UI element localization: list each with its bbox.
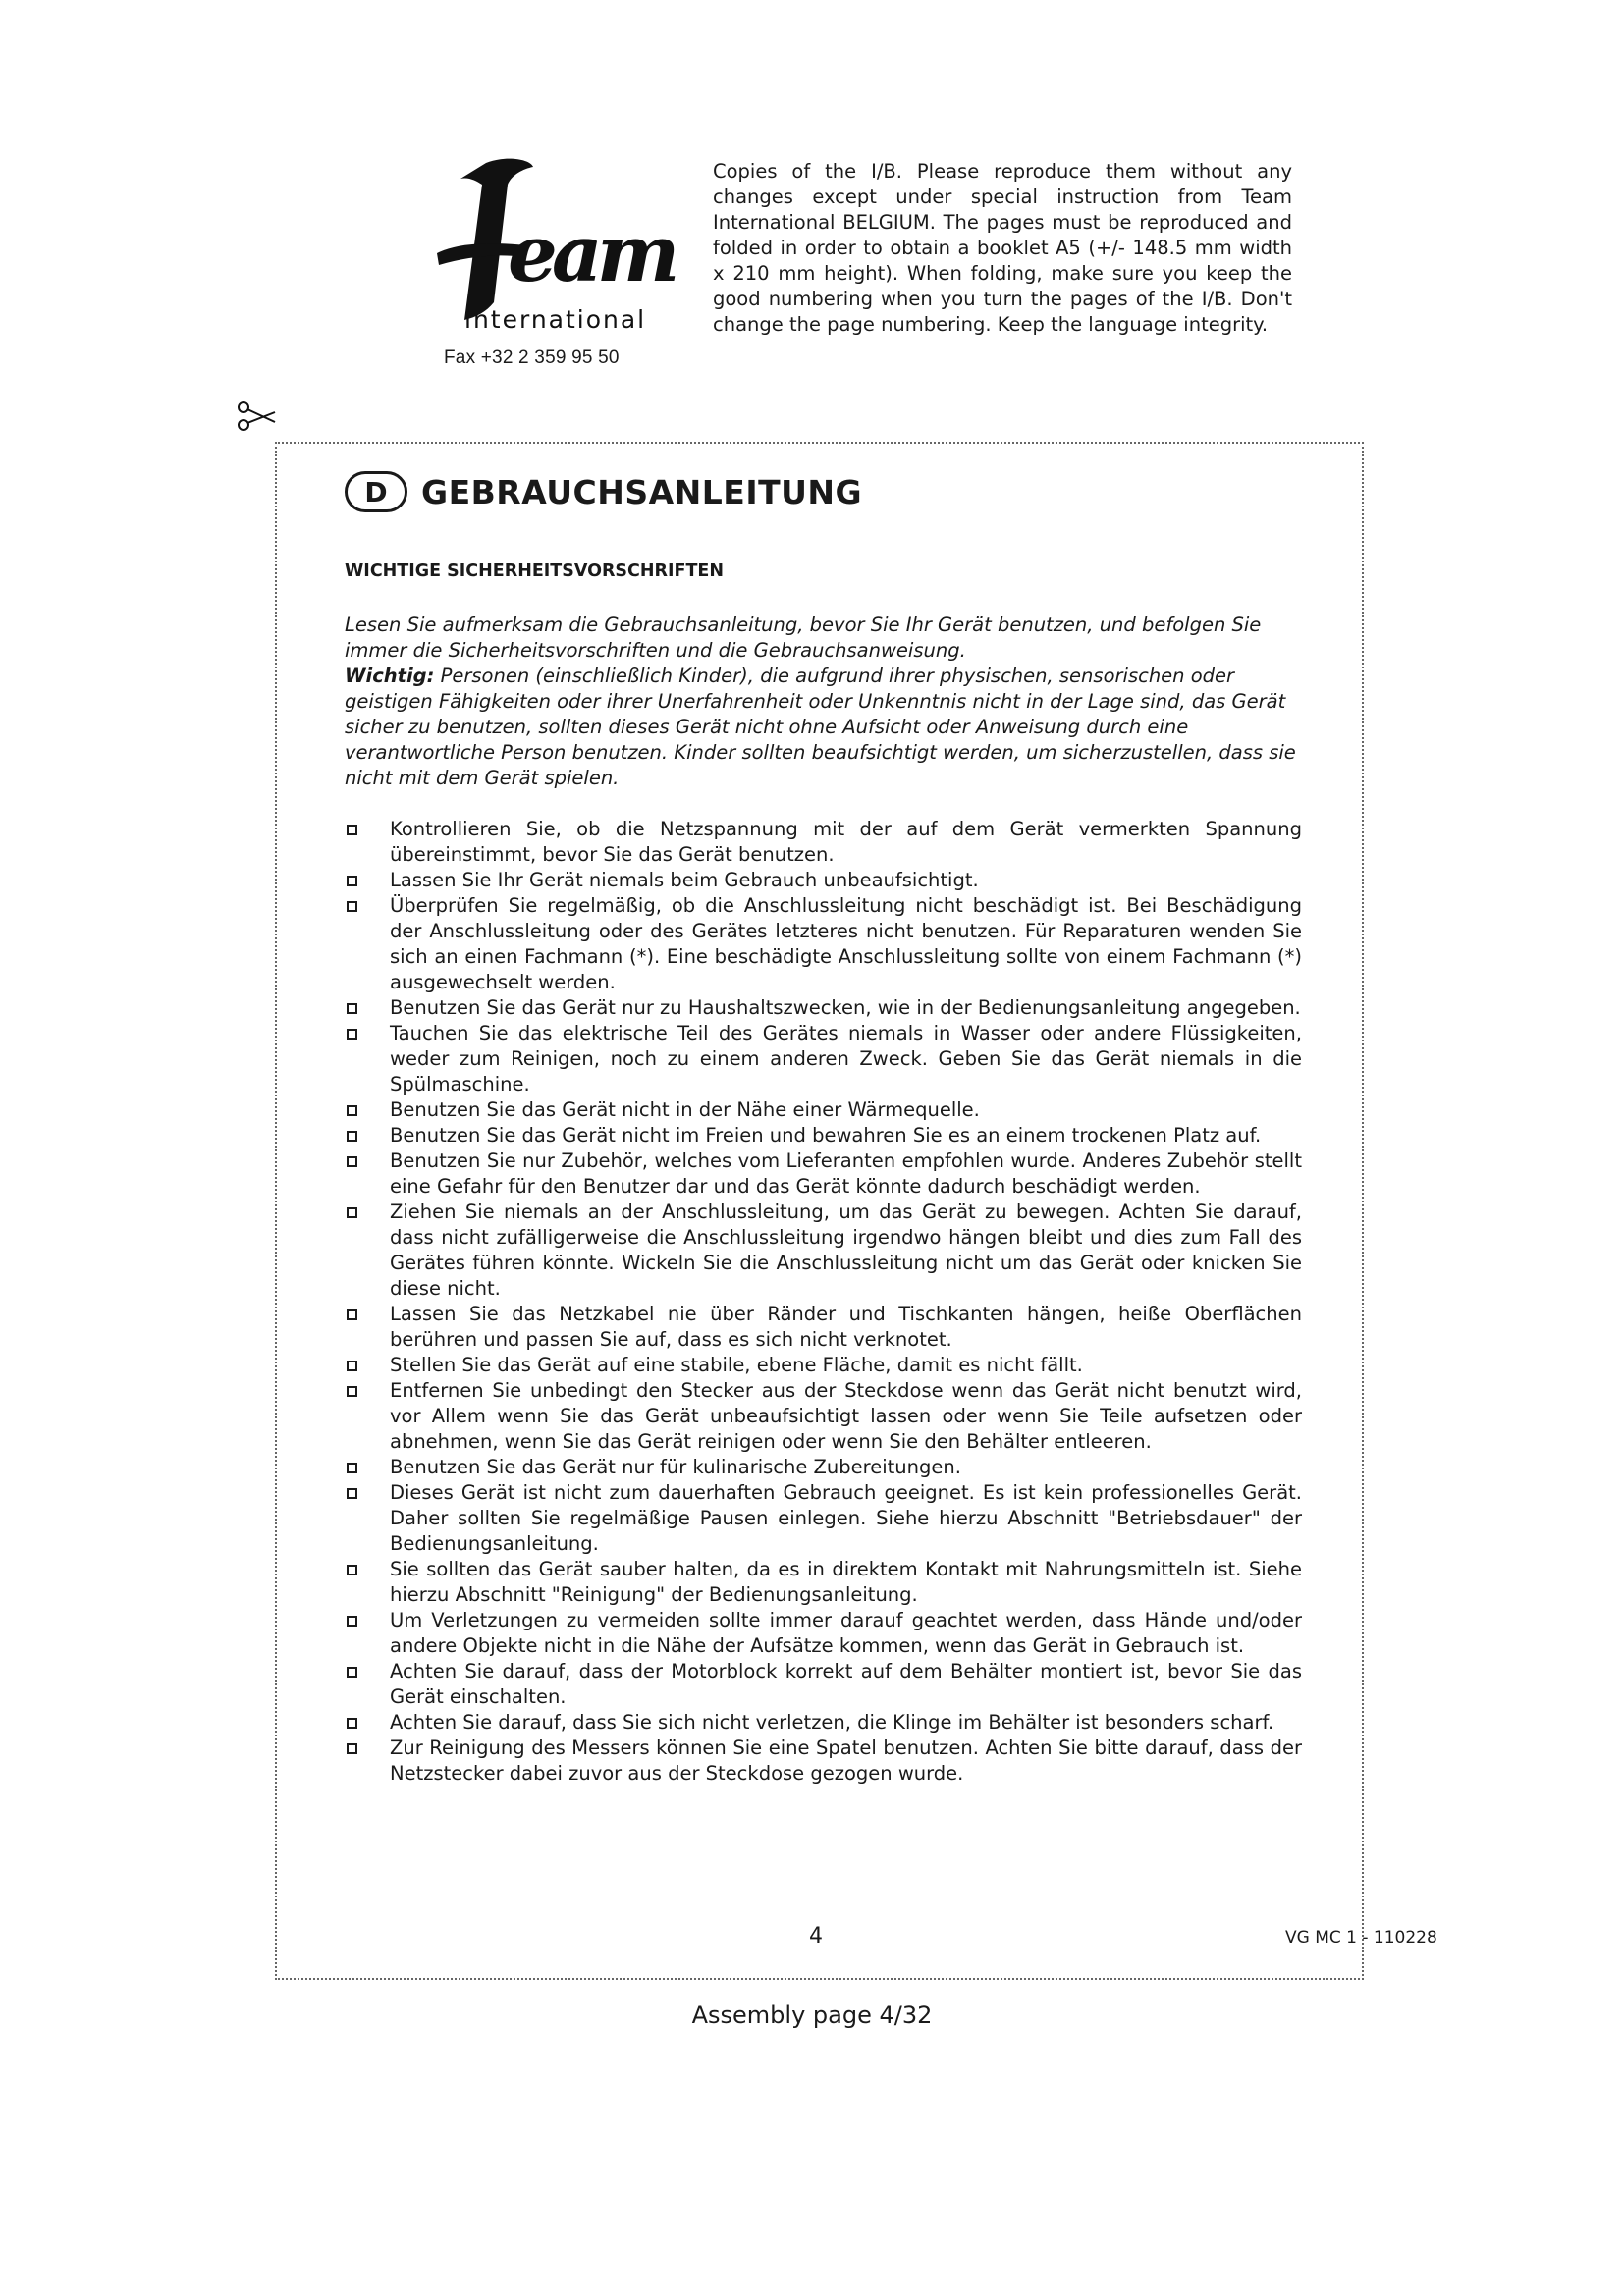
rule-text: Kontrollieren Sie, ob die Netzspannung mit der auf dem Gerät vermerkten Spannung übereinstimmt, bevor Sie das Gerät benutzen. — [390, 818, 1302, 866]
list-item — [345, 1021, 1302, 1097]
list-item — [345, 1455, 1302, 1480]
list-item — [345, 1123, 1302, 1148]
list-item — [345, 1200, 1302, 1302]
checkbox-bullet-icon — [347, 1029, 357, 1040]
list-item — [345, 1097, 1302, 1123]
checkbox-bullet-icon — [347, 1003, 357, 1014]
checkbox-bullet-icon — [347, 1309, 357, 1320]
rule-text: Dieses Gerät ist nicht zum dauerhaften Gebrauch geeignet. Es ist kein professionelles Gerät. Daher sollten Sie regelmäßige Pausen einlegen. Siehe hierzu Abschnitt "Betriebsdauer" der Bedienungsanleitung. — [390, 1481, 1302, 1555]
list-item — [345, 1608, 1302, 1659]
rule-text: Lassen Sie Ihr Gerät niemals beim Gebrauch unbeaufsichtigt. — [390, 869, 979, 891]
rule-text: Zur Reinigung des Messers können Sie eine Spatel benutzen. Achten Sie bitte darauf, dass der Netzstecker dabei zuvor aus der Steckdose gezogen wurde. — [390, 1736, 1302, 1785]
checkbox-bullet-icon — [347, 1463, 357, 1473]
checkbox-bullet-icon — [347, 825, 357, 835]
list-item — [345, 1378, 1302, 1455]
checkbox-bullet-icon — [347, 1667, 357, 1678]
manual-title-row — [345, 465, 862, 518]
list-item — [345, 1710, 1302, 1735]
checkbox-bullet-icon — [347, 1207, 357, 1218]
rule-text: Achten Sie darauf, dass der Motorblock korrekt auf dem Behälter montiert ist, bevor Sie das Gerät einschalten. — [390, 1660, 1302, 1708]
important-label: Wichtig: — [345, 665, 435, 687]
rule-text: Benutzen Sie das Gerät nur zu Haushaltszwecken, wie in der Bedienungsanleitung angegeben. — [390, 996, 1301, 1019]
rule-text: Benutzen Sie das Gerät nur für kulinarische Zubereitungen. — [390, 1456, 961, 1478]
reproduction-instructions: Copies of the I/B. Please reproduce them without any changes except under special instruction from Team International BELGIUM. The pages must be reproduced and folded in order to obtain a booklet A5 (+/- 148.5 mm width x 210 mm height). When folding, make sure you keep the good numbering when you turn the pages of the I/B. Don't change the page numbering. Keep the language integrity. — [713, 160, 1292, 336]
rule-text: Achten Sie darauf, dass Sie sich nicht verletzen, die Klinge im Behälter ist besonders scharf. — [390, 1711, 1274, 1734]
list-item — [345, 817, 1302, 868]
rule-text: Entfernen Sie unbedingt den Stecker aus der Steckdose wenn das Gerät nicht benutzt wird, vor Allem wenn Sie das Gerät unbeaufsichtigt lassen oder wenn Sie Teile aufsetzen oder abnehmen, wenn Sie das Gerät reinigen oder wenn Sie den Behälter entleeren. — [390, 1379, 1302, 1453]
list-item — [345, 893, 1302, 995]
checkbox-bullet-icon — [347, 1565, 357, 1575]
fax-number: Fax +32 2 359 95 50 — [444, 347, 620, 368]
list-item — [345, 1148, 1302, 1200]
safety-rules-list — [345, 817, 1302, 1787]
list-item — [345, 868, 1302, 893]
rule-text: Überprüfen Sie regelmäßig, ob die Anschlussleitung nicht beschädigt ist. Bei Beschädigung der Anschlussleitung oder des Gerätes letzteres nicht benutzen. Für Reparaturen wenden Sie sich an einen Fachmann (*). Eine beschädigte Anschlussleitung sollte von einem Fachmann (*) ausgewechselt werden. — [390, 894, 1302, 993]
checkbox-bullet-icon — [347, 1488, 357, 1499]
rule-text: Lassen Sie das Netzkabel nie über Ränder und Tischkanten hängen, heiße Oberflächen berühren und passen Sie auf, dass es sich nicht verknotet. — [390, 1303, 1302, 1351]
svg-text:international: international — [464, 305, 647, 334]
rule-text: Stellen Sie das Gerät auf eine stabile, ebene Fläche, damit es nicht fällt. — [390, 1354, 1083, 1376]
svg-text:eam: eam — [508, 207, 675, 299]
checkbox-bullet-icon — [347, 1105, 357, 1116]
intro-text — [345, 613, 1302, 791]
team-international-logo — [417, 155, 675, 342]
rule-text: Benutzen Sie das Gerät nicht in der Nähe einer Wärmequelle. — [390, 1098, 980, 1121]
list-item — [345, 1480, 1302, 1557]
checkbox-bullet-icon — [347, 901, 357, 912]
checkbox-bullet-icon — [347, 1386, 357, 1397]
list-item — [345, 1557, 1302, 1608]
list-item — [345, 1735, 1302, 1787]
rule-text: Um Verletzungen zu vermeiden sollte immer darauf geachtet werden, dass Hände und/oder andere Objekte nicht in die Nähe der Aufsätze kommen, wenn das Gerät in Gebrauch ist. — [390, 1609, 1302, 1657]
list-item — [345, 1659, 1302, 1710]
list-item — [345, 1302, 1302, 1353]
checkbox-bullet-icon — [347, 1361, 357, 1371]
list-item — [345, 995, 1302, 1021]
safety-heading: WICHTIGE SICHERHEITSVORSCHRIFTEN — [345, 561, 725, 581]
checkbox-bullet-icon — [347, 1131, 357, 1142]
important-paragraph — [345, 664, 1302, 791]
rule-text: Sie sollten das Gerät sauber halten, da es in direktem Kontakt mit Nahrungsmitteln ist. Siehe hierzu Abschnitt "Reinigung" der Bedienungsanleitung. — [390, 1558, 1302, 1606]
language-badge: D — [345, 471, 407, 512]
checkbox-bullet-icon — [347, 1616, 357, 1627]
important-text: Personen (einschließlich Kinder), die aufgrund ihrer physischen, sensorischen oder geistigen Fähigkeiten oder ihrer Unerfahrenheit oder Unkenntnis nicht in der Lage sind, das Gerät sicher zu benutzen, sollten dieses Gerät nicht ohne Aufsicht oder Anweisung durch eine verantwortliche Person benutzen. Kinder sollten beaufsichtigt werden, um sicherzustellen, dass sie nicht mit dem Gerät spielen. — [345, 665, 1296, 789]
document-code: VG MC 1 - 110228 — [1285, 1928, 1437, 1948]
rule-text: Benutzen Sie nur Zubehör, welches vom Lieferanten empfohlen wurde. Anderes Zubehör stellt eine Gefahr für den Benutzer dar und das Gerät könnte dadurch beschädigt werden. — [390, 1149, 1302, 1198]
assembly-page-label: Assembly page 4/32 — [691, 2002, 933, 2029]
list-item — [345, 1353, 1302, 1378]
scissors-icon — [236, 400, 277, 432]
rule-text: Ziehen Sie niemals an der Anschlussleitung, um das Gerät zu bewegen. Achten Sie darauf, dass nicht zufälligerweise die Anschlussleitung irgendwo hängen bleibt und dies zum Fall des Gerätes führen könnte. Wickeln Sie die Anschlussleitung nicht um das Gerät oder knicken Sie diese nicht. — [390, 1201, 1302, 1300]
checkbox-bullet-icon — [347, 1743, 357, 1754]
page-number: 4 — [809, 1924, 823, 1949]
checkbox-bullet-icon — [347, 1156, 357, 1167]
rule-text: Tauchen Sie das elektrische Teil des Gerätes niemals in Wasser oder andere Flüssigkeiten, weder zum Reinigen, noch zu einem anderen Zweck. Geben Sie das Gerät niemals in die Spülmaschine. — [390, 1022, 1302, 1095]
checkbox-bullet-icon — [347, 876, 357, 886]
checkbox-bullet-icon — [347, 1718, 357, 1729]
manual-title: GEBRAUCHSANLEITUNG — [421, 472, 863, 511]
rule-text: Benutzen Sie das Gerät nicht im Freien und bewahren Sie es an einem trockenen Platz auf. — [390, 1124, 1262, 1147]
intro-paragraph: Lesen Sie aufmerksam die Gebrauchsanleitung, bevor Sie Ihr Gerät benutzen, und befolgen Sie immer die Sicherheitsvorschriften und die Gebrauchsanweisung. — [345, 614, 1262, 662]
